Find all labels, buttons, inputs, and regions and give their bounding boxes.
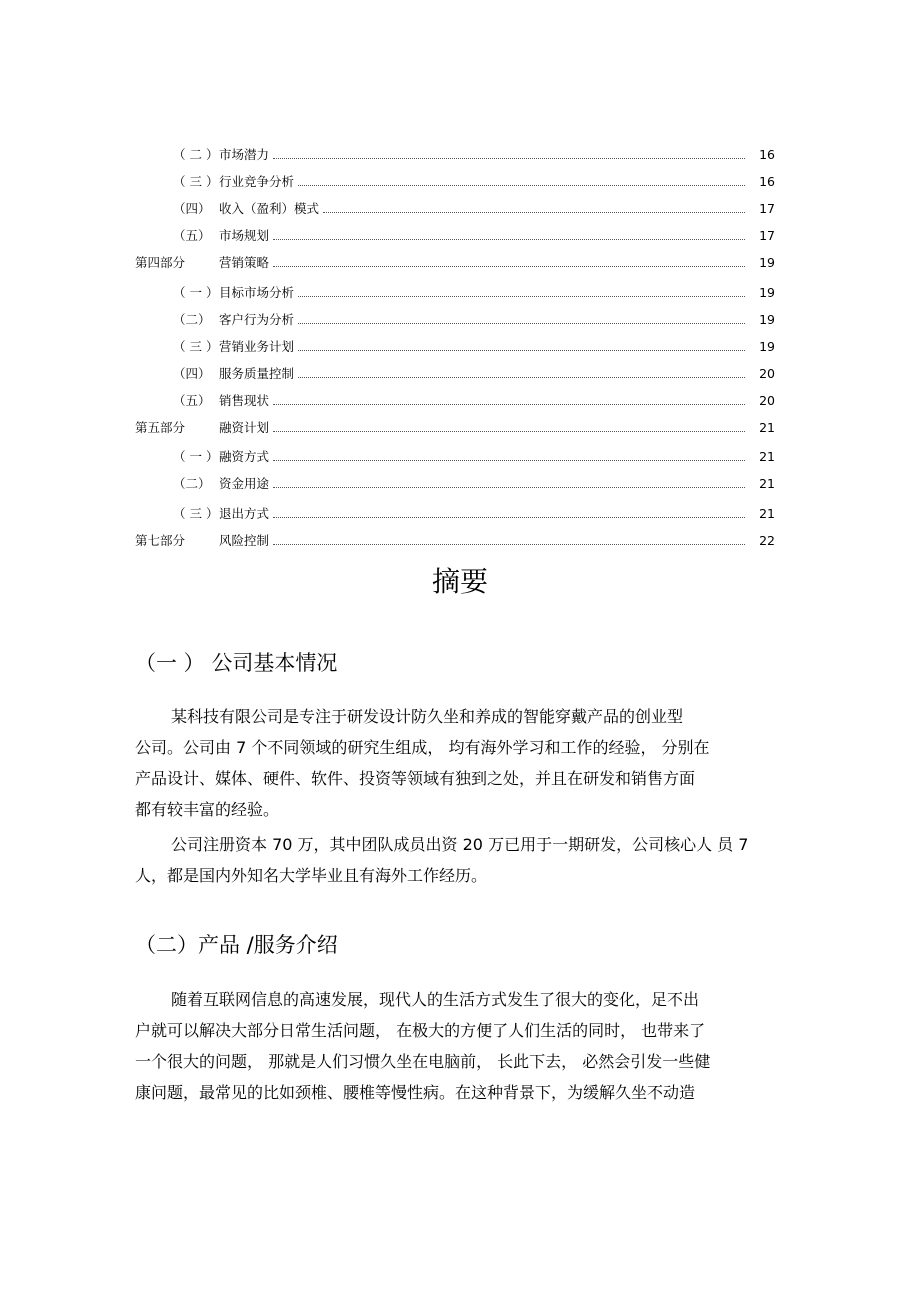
toc-entry-page: 19: [759, 255, 775, 270]
paragraph-line: 户就可以解决大部分日常生活问题， 在极大的方便了人们生活的同时， 也带来了: [135, 1021, 706, 1040]
toc-entry-title: 收入（盈利）模式: [219, 201, 320, 216]
toc-entry-number: （二）: [173, 312, 211, 327]
toc-leader-dots: [273, 430, 745, 432]
toc-entry-number: （四）: [173, 201, 211, 216]
paragraph-line: 康问题，最常见的比如颈椎、腰椎等慢性病。在这种背景下，为缓解久坐不动造: [135, 1083, 696, 1102]
section-heading-product-service: （二）产品 /服务介绍: [135, 933, 338, 957]
toc-entry-title: 行业竞争分析: [219, 174, 295, 189]
section-heading-company-overview: （一 ） 公司基本情况: [135, 651, 338, 675]
toc-entry-page: 16: [759, 147, 775, 162]
toc-entry-page: 21: [759, 506, 775, 521]
toc-entry-page: 16: [759, 174, 775, 189]
toc-entry-number: 第四部分: [135, 255, 186, 270]
toc-entry-title: 融资方式: [219, 449, 270, 464]
toc-leader-dots: [298, 349, 745, 351]
toc-entry[interactable]: [135, 253, 775, 271]
toc-entry-title: 融资计划: [219, 420, 270, 435]
toc-entry-page: 19: [759, 312, 775, 327]
toc-entry-number: 第七部分: [135, 533, 186, 548]
toc-entry[interactable]: [135, 199, 775, 217]
paragraph-line: 公司注册资本 70 万，其中团队成员出资 20 万已用于一期研发，公司核心人 员 7: [171, 835, 749, 854]
toc-entry-number: （ 一 ）: [173, 449, 219, 464]
toc-entry-page: 17: [759, 228, 775, 243]
toc-entry-title: 营销策略: [219, 255, 270, 270]
toc-entry-page: 21: [759, 476, 775, 491]
toc-entry[interactable]: [135, 447, 775, 465]
toc-leader-dots: [273, 516, 745, 518]
toc-entry-number: （ 二 ）: [173, 147, 219, 162]
toc-entry[interactable]: [135, 145, 775, 163]
toc-entry-page: 20: [759, 366, 775, 381]
toc-entry-number: （ 三 ）: [173, 339, 219, 354]
toc-entry-title: 市场潜力: [219, 147, 270, 162]
toc-entry-page: 22: [759, 533, 775, 548]
toc-entry-page: 20: [759, 393, 775, 408]
toc-entry-number: （二）: [173, 476, 211, 491]
toc-entry[interactable]: [135, 531, 775, 549]
toc-entry-title: 风险控制: [219, 533, 270, 548]
toc-leader-dots: [298, 295, 745, 297]
toc-entry[interactable]: [135, 364, 775, 382]
toc-entry-number: （四）: [173, 366, 211, 381]
toc-leader-dots: [298, 184, 745, 186]
paragraph-line: 一个很大的问题， 那就是人们习惯久坐在电脑前， 长此下去， 必然会引发一些健: [135, 1052, 711, 1071]
toc-leader-dots: [273, 486, 745, 488]
toc-entry-title: 营销业务计划: [219, 339, 295, 354]
toc-leader-dots: [273, 403, 745, 405]
company-overview-paragraph: [135, 701, 755, 825]
abstract-title: 摘要: [431, 565, 488, 598]
toc-leader-dots: [273, 459, 745, 461]
toc-entry-number: （ 三 ）: [173, 174, 219, 189]
toc-entry-title: 服务质量控制: [219, 366, 295, 381]
toc-entry-number: （五）: [173, 393, 211, 408]
toc-entry-title: 销售现状: [219, 393, 270, 408]
toc-entry[interactable]: [135, 418, 775, 436]
product-service-paragraph: [135, 984, 755, 1108]
toc-leader-dots: [323, 211, 745, 213]
toc-entry[interactable]: [135, 172, 775, 190]
toc-entry-title: 退出方式: [219, 506, 270, 521]
toc-entry[interactable]: [135, 504, 775, 522]
toc-entry-title: 客户行为分析: [219, 312, 295, 327]
paragraph-line: 某科技有限公司是专注于研发设计防久坐和养成的智能穿戴产品的创业型: [171, 707, 684, 726]
toc-entry-page: 17: [759, 201, 775, 216]
paragraph-line: 随着互联网信息的高速发展，现代人的生活方式发生了很大的变化，足不出: [171, 990, 700, 1009]
toc-entry-number: （五）: [173, 228, 211, 243]
toc-entry-page: 21: [759, 449, 775, 464]
toc-leader-dots: [273, 238, 745, 240]
paragraph-line: 公司。公司由 7 个不同领域的研究生组成， 均有海外学习和工作的经验， 分别在: [135, 738, 710, 757]
toc-leader-dots: [298, 376, 745, 378]
toc-entry-title: 资金用途: [219, 476, 270, 491]
toc-entry-title: 目标市场分析: [219, 285, 295, 300]
toc-leader-dots: [273, 543, 745, 545]
toc-entry[interactable]: [135, 310, 775, 328]
toc-leader-dots: [298, 322, 745, 324]
toc-leader-dots: [273, 265, 745, 267]
toc-entry-page: 21: [759, 420, 775, 435]
paragraph-line: 都有较丰富的经验。: [135, 800, 280, 819]
toc-entry-title: 市场规划: [219, 228, 270, 243]
paragraph-line: 人，都是国内外知名大学毕业且有海外工作经历。: [135, 866, 488, 885]
paragraph-line: 产品设计、媒体、硬件、软件、投资等领域有独到之处，并且在研发和销售方面: [135, 769, 696, 788]
toc-entry[interactable]: [135, 474, 775, 492]
toc-entry[interactable]: [135, 283, 775, 301]
toc-entry-page: 19: [759, 339, 775, 354]
toc-entry-number: 第五部分: [135, 420, 186, 435]
toc-leader-dots: [273, 157, 745, 159]
toc-entry[interactable]: [135, 226, 775, 244]
toc-entry-number: （ 一 ）: [173, 285, 219, 300]
toc-entry[interactable]: [135, 337, 775, 355]
registered-capital-paragraph: [135, 829, 755, 891]
toc-entry-page: 19: [759, 285, 775, 300]
toc-entry-number: （ 三 ）: [173, 506, 219, 521]
toc-entry[interactable]: [135, 391, 775, 409]
